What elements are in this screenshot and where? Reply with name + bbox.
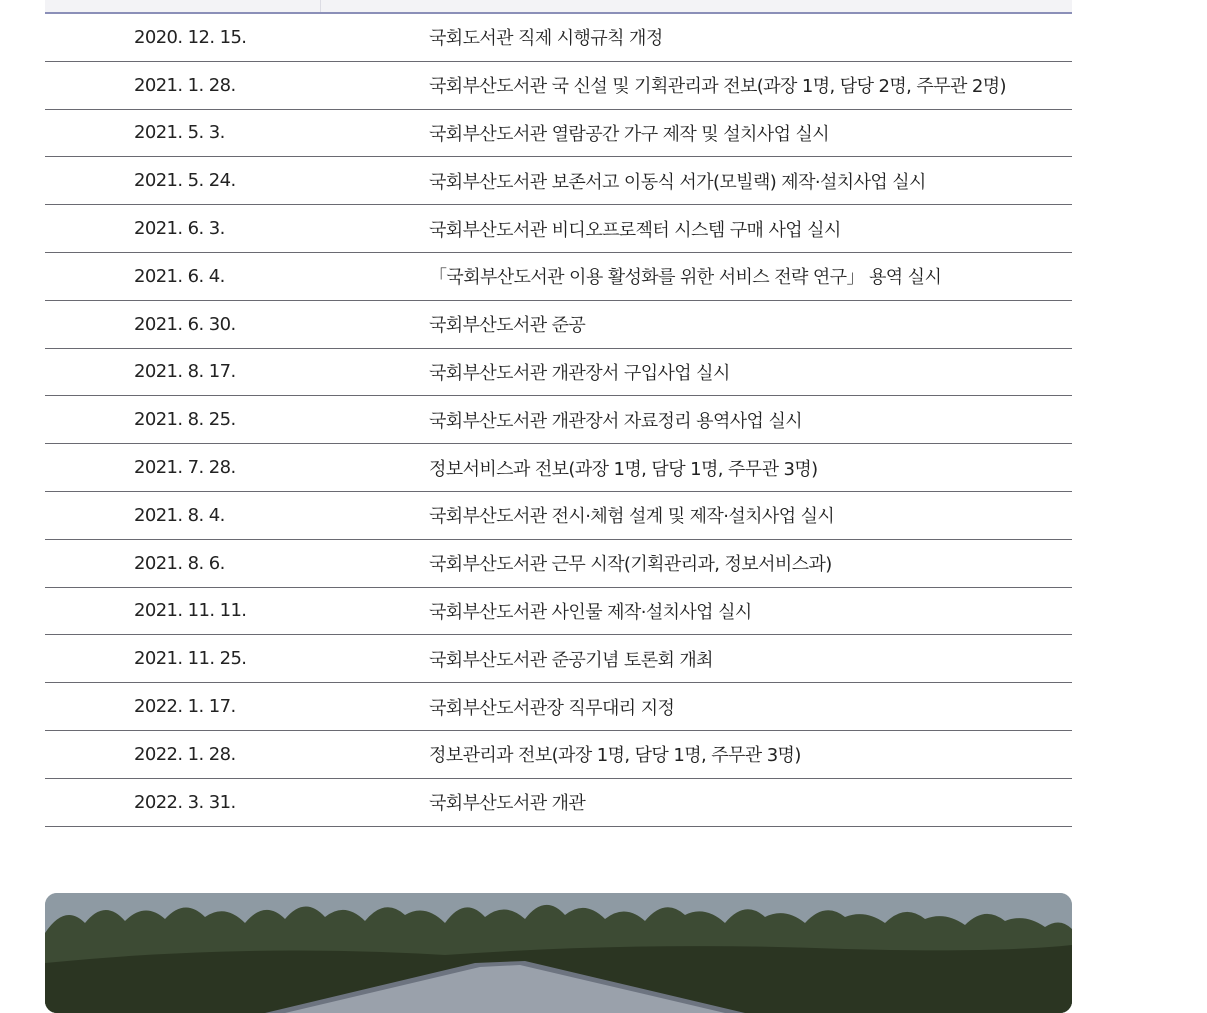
table-row (45, 301, 1072, 349)
row-date: 2021. 8. 17. (134, 361, 236, 383)
row-event: 국회부산도서관 준공기념 토론회 개최 (429, 649, 713, 671)
row-event: 「국회부산도서관 이용 활성화를 위한 서비스 전략 연구」 용역 실시 (429, 267, 942, 289)
history-timeline-table (45, 14, 1072, 827)
row-date: 2021. 11. 25. (134, 648, 247, 670)
row-date: 2021. 7. 28. (134, 457, 236, 479)
row-event: 국회부산도서관 근무 시작(기획관리과, 정보서비스과) (429, 554, 832, 576)
row-date: 2022. 3. 31. (134, 791, 236, 813)
row-date: 2021. 6. 30. (134, 313, 236, 335)
row-date: 2021. 8. 25. (134, 409, 236, 431)
row-event: 국회부산도서관 열람공간 가구 제작 및 설치사업 실시 (429, 123, 830, 145)
photo-treeline-illustration (45, 893, 1072, 1013)
table-row (45, 62, 1072, 110)
header-column-divider (320, 0, 321, 12)
table-row (45, 253, 1072, 301)
row-event: 정보서비스과 전보(과장 1명, 담당 1명, 주무관 3명) (429, 458, 818, 480)
row-date: 2021. 5. 3. (134, 122, 225, 144)
table-row (45, 492, 1072, 540)
table-row (45, 110, 1072, 158)
table-row (45, 444, 1072, 492)
row-event: 국회부산도서관 개관장서 구입사업 실시 (429, 362, 730, 384)
row-event: 국회부산도서관 보존서고 이동식 서가(모빌랙) 제작·설치사업 실시 (429, 171, 926, 193)
row-date: 2021. 6. 4. (134, 265, 225, 287)
row-date: 2020. 12. 15. (134, 26, 247, 48)
table-row (45, 683, 1072, 731)
row-date: 2022. 1. 28. (134, 743, 236, 765)
row-event: 국회부산도서관 개관장서 자료정리 용역사업 실시 (429, 410, 803, 432)
row-date: 2021. 1. 28. (134, 74, 236, 96)
table-row (45, 157, 1072, 205)
row-event: 국회부산도서관 전시·체험 설계 및 제작·설치사업 실시 (429, 506, 835, 528)
table-row (45, 779, 1072, 827)
row-event: 국회부산도서관 준공 (429, 315, 586, 337)
table-header (45, 0, 1072, 14)
row-date: 2021. 5. 24. (134, 170, 236, 192)
row-date: 2021. 8. 6. (134, 552, 225, 574)
table-row (45, 205, 1072, 253)
table-row (45, 349, 1072, 397)
row-date: 2021. 11. 11. (134, 600, 247, 622)
row-event: 국회부산도서관 국 신설 및 기획관리과 전보(과장 1명, 담당 2명, 주무관 2명) (429, 76, 1006, 98)
table-row (45, 396, 1072, 444)
table-row (45, 635, 1072, 683)
table-row (45, 14, 1072, 62)
row-event: 국회부산도서관 비디오프로젝터 시스템 구매 사업 실시 (429, 219, 841, 241)
row-event: 국회부산도서관장 직무대리 지정 (429, 697, 675, 719)
row-event: 정보관리과 전보(과장 1명, 담당 1명, 주무관 3명) (429, 745, 801, 767)
row-event: 국회부산도서관 사인물 제작·설치사업 실시 (429, 601, 752, 623)
row-date: 2022. 1. 17. (134, 696, 236, 718)
library-building-photo (45, 893, 1072, 1013)
row-event: 국회부산도서관 개관 (429, 793, 586, 815)
row-date: 2021. 8. 4. (134, 504, 225, 526)
table-row (45, 731, 1072, 779)
row-event: 국회도서관 직제 시행규칙 개정 (429, 28, 663, 50)
table-row (45, 540, 1072, 588)
row-date: 2021. 6. 3. (134, 218, 225, 240)
table-row (45, 588, 1072, 636)
